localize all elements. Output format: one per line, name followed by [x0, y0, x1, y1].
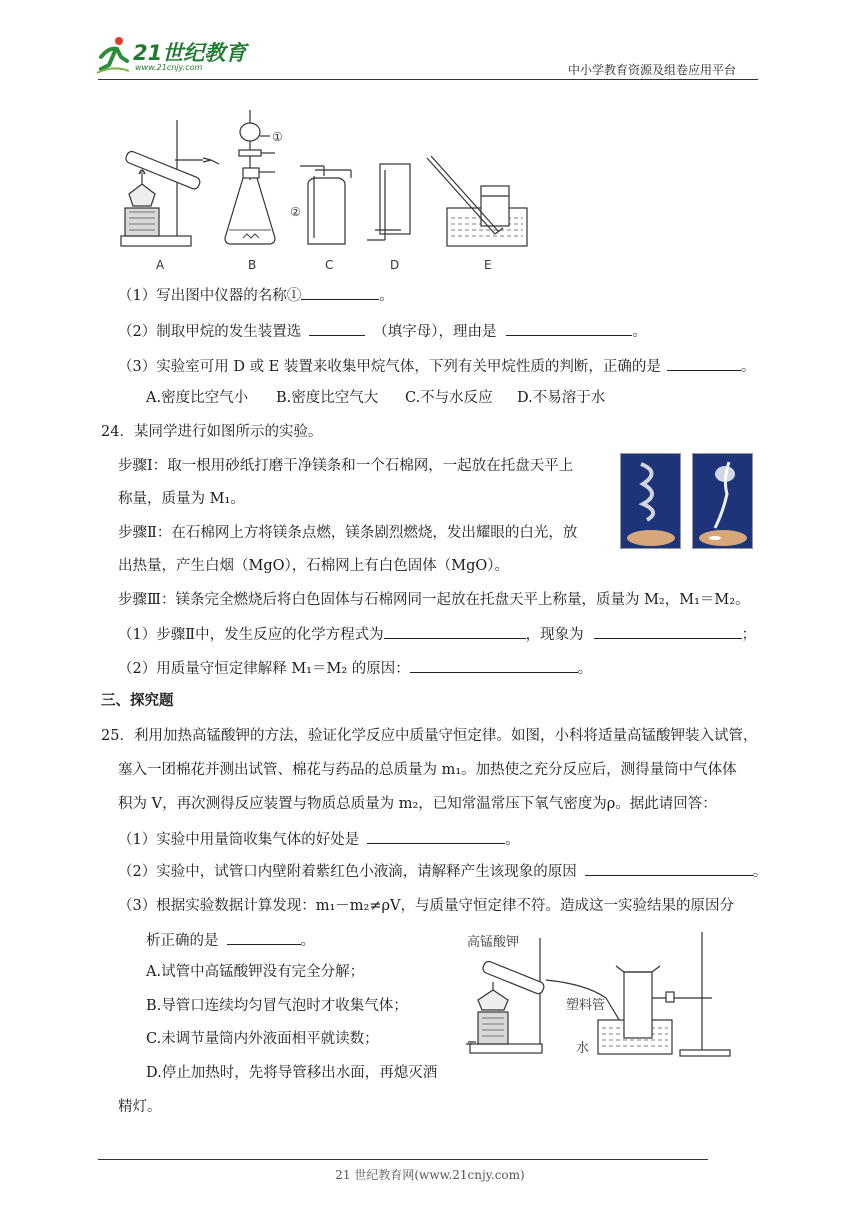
q23-part1: （1）写出图中仪器的名称① 。: [118, 285, 394, 306]
q23-option-b: B.密度比空气大: [276, 390, 379, 406]
apparatus-e-icon: [427, 156, 527, 246]
q23-option-c: C.不与水反应: [405, 390, 493, 406]
apparatus-a-icon: [121, 120, 219, 246]
q25-option-d-line2: 精灯。: [118, 1099, 162, 1115]
apparatus-label-b: B: [248, 258, 257, 272]
answer-blank[interactable]: [506, 321, 632, 336]
magnesium-photo-before: [620, 453, 681, 549]
q25-option-d-line1: D.停止加热时，先将导管移出水面，再熄灭酒: [146, 1065, 438, 1081]
header-slogan: 中小学教育资源及组卷应用平台: [568, 63, 737, 77]
logo-url: www.21cnjy.com: [135, 63, 203, 72]
q24-question1: （1）步骤Ⅱ中，发生反应的化学方程式为 ，现象为 ；: [118, 624, 756, 645]
q24-step1-line2: 称量，质量为 M₁。: [118, 491, 245, 507]
runner-logo-icon: [95, 35, 131, 75]
answer-blank[interactable]: [667, 356, 741, 371]
q24-title: 24．某同学进行如图所示的实验。: [101, 424, 323, 440]
q24-step1-line1: 步骤Ⅰ：取一根用砂纸打磨干净镁条和一个石棉网，一起放在托盘天平上: [118, 458, 574, 474]
apparatus-label-d: D: [390, 258, 400, 272]
header-divider: [98, 79, 758, 80]
label-kmno4: 高锰酸钾: [467, 935, 520, 950]
q25-option-a: A.试管中高锰酸钾没有完全分解；: [146, 964, 365, 980]
q24-step3: 步骤Ⅲ：镁条完全燃烧后将白色固体与石棉网同一起放在托盘天平上称量，质量为 M₂，M₁＝M₂。: [118, 592, 750, 608]
answer-blank[interactable]: [410, 658, 578, 673]
apparatus-label-e: E: [484, 258, 492, 272]
q23-option-a: A.密度比空气小: [146, 390, 249, 406]
q23-option-d: D.不易溶于水: [517, 390, 606, 406]
q25-stem-line1: 25．利用加热高锰酸钾的方法，验证化学反应中质量守恒定律。如图，小科将适量高锰酸钾装入试管，: [101, 728, 758, 744]
q24-step2-line2: 出热量，产生白烟（MgO），石棉网上有白色固体（MgO）。: [118, 558, 510, 574]
q25-stem-line3: 积为 V，再次测得反应装置与物质总质量为 m₂，已知常温常压下氧气密度为ρ。据此请回答：: [118, 796, 717, 812]
footer-text: 21 世纪教育网(www.21cnjy.com): [335, 1168, 525, 1182]
apparatus-label-a: A: [156, 258, 165, 272]
q25-question1: （1）实验中用量筒收集气体的好处是 。: [118, 829, 520, 850]
logo-title: 21世纪教育: [133, 41, 247, 65]
marker-2: ②: [290, 205, 301, 219]
q25-question3-cont: 析正确的是 。: [146, 930, 315, 951]
apparatus-d-icon: [367, 164, 410, 240]
logo: [95, 33, 265, 77]
apparatus-b-icon: [225, 110, 275, 244]
answer-blank[interactable]: [585, 861, 753, 876]
q23-part2: （2）制取甲烷的发生装置选 （填字母），理由是 。: [118, 321, 647, 342]
q24-question2: （2）用质量守恒定律解释 M₁＝M₂ 的原因： 。: [118, 658, 592, 679]
answer-blank[interactable]: [227, 930, 301, 945]
section-heading: 三、探究题: [101, 692, 174, 709]
q25-option-c: C.未调节量筒内外液面相平就读数；: [146, 1031, 379, 1047]
magnesium-photo-after: [692, 453, 753, 549]
answer-blank[interactable]: [384, 624, 526, 639]
apparatus-label-c: C: [325, 258, 334, 272]
answer-blank[interactable]: [309, 321, 365, 336]
answer-blank[interactable]: [301, 285, 379, 300]
apparatus-c-icon: [300, 166, 351, 244]
q25-stem-line2: 塞入一团棉花并测出试管、棉花与药品的总质量为 m₁。加热使之充分反应后，测得量筒中气体体: [118, 762, 737, 778]
q23-part3: （3）实验室可用 D 或 E 装置来收集甲烷气体，下列有关甲烷性质的判断，正确的是 。: [118, 356, 755, 377]
answer-blank[interactable]: [594, 624, 742, 639]
label-plastic-tube: 塑料管: [566, 998, 606, 1013]
q25-question2: （2）实验中，试管口内壁附着紫红色小液滴，请解释产生该现象的原因 。: [118, 861, 767, 882]
footer-divider: [98, 1159, 708, 1160]
label-water: 水: [576, 1041, 590, 1056]
answer-blank[interactable]: [367, 829, 505, 844]
q25-option-b: B.导管口连续均匀冒气泡时才收集气体；: [146, 998, 408, 1014]
marker-1: ①: [272, 130, 283, 144]
q25-question3: （3）根据实验数据计算发现：m₁－m₂≠ρV，与质量守恒定律不符。造成这一实验结果的原因分: [118, 898, 734, 914]
q24-step2-line1: 步骤Ⅱ：在石棉网上方将镁条点燃，镁条剧烈燃烧，发出耀眼的白光，放: [118, 525, 578, 541]
apparatus-figure: [115, 100, 535, 275]
